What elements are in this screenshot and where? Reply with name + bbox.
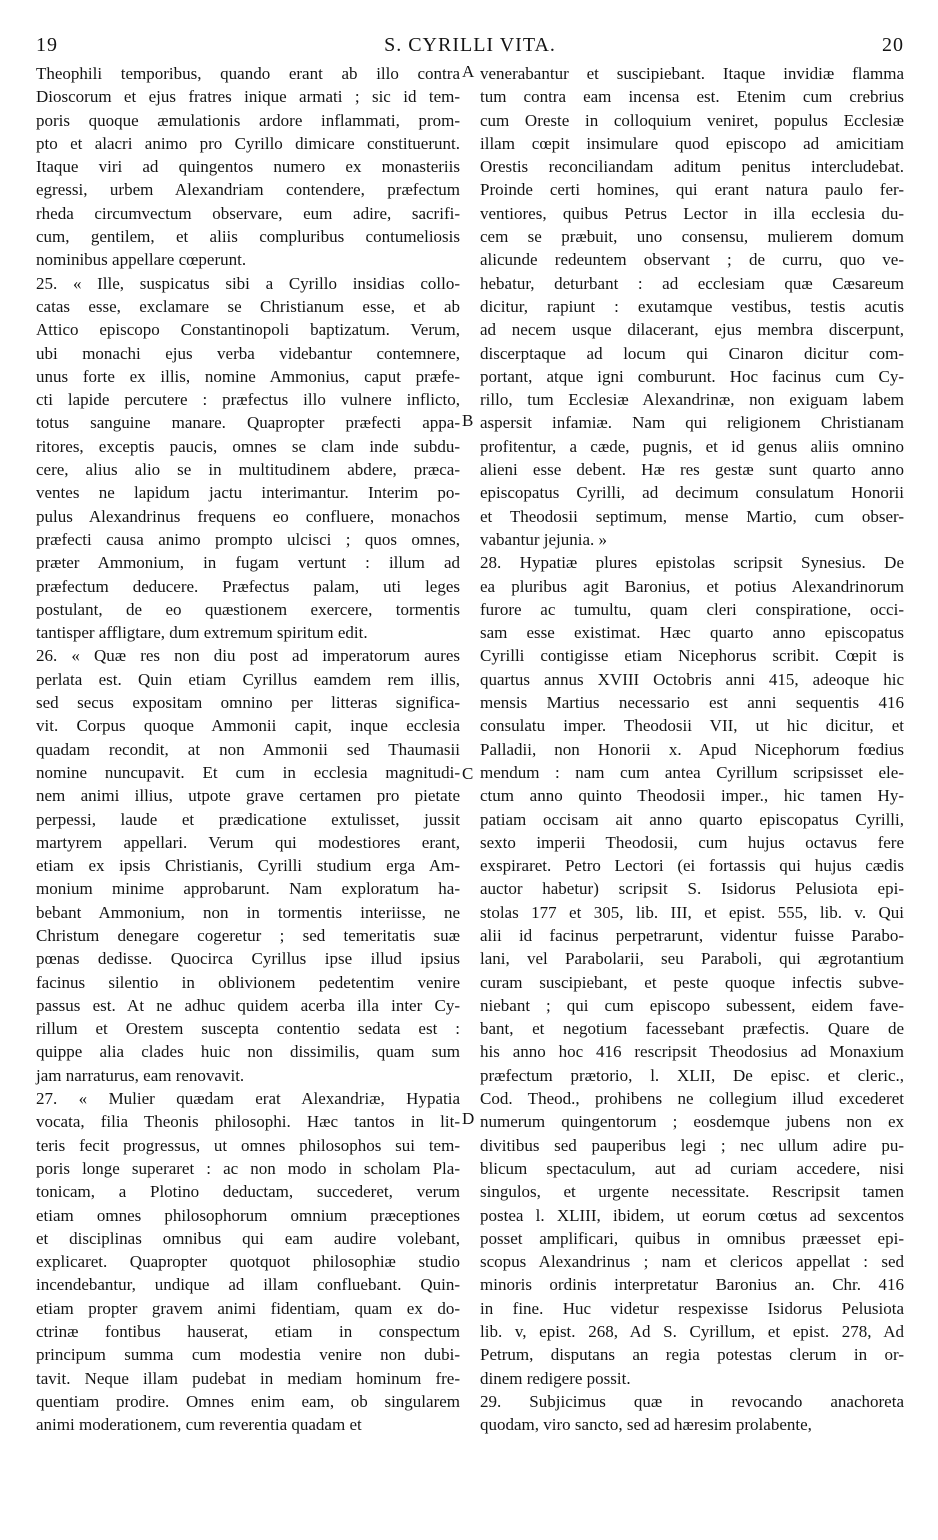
text-line: bebant Ammonium, non in tormentis interiisse, ne [36, 902, 460, 922]
text-line: pto et alacri animo pro Cyrillo dimicare constituerunt. [36, 133, 460, 153]
text-line: nem animi illius, utpote grave certamen pro pietate [36, 786, 460, 806]
text-line: Palladii, non Honorii x. Apud Nicephorum fœdius [480, 739, 904, 759]
text-line: ctrinæ fontibus hauserat, etiam in conspectum [36, 1322, 460, 1342]
text-line: consulatu imper. Theodosii VII, ut hic dicitur, et [480, 716, 904, 736]
text-line: facinus silentio in oblivionem pedetentim venire [36, 972, 460, 992]
text-line: Dioscorum et ejus fratres inique armati ; sic id tem- [36, 87, 460, 107]
left-text-column [36, 62, 460, 1532]
text-line: exspiraret. Petro Lectori (ei fortassis qui hujus cædis [480, 856, 904, 876]
text-line: venerabantur et suscipiebant. Itaque invidiæ flamma [480, 64, 904, 83]
text-line: passus est. At ne adhuc quidem acerba illa inter Cy- [36, 995, 460, 1015]
running-title: S. CYRILLI VITA. [384, 34, 556, 56]
text-line: in fine. Huc videtur respexisse Isidorus Pelusiota [480, 1298, 904, 1318]
text-line: mensis Martius necessario est anni sequentis 416 [480, 693, 904, 713]
text-line: illam cœpit insimulare quod episcopo ad amicitiam [480, 133, 904, 153]
text-line: cere, alius alio se in multitudinem abdere, præca- [36, 460, 460, 480]
margin-letter-a: A [462, 62, 475, 81]
margin-letter-c: C [462, 764, 474, 783]
text-line: tavit. Neque illam pudebat in mediam hominum fre- [36, 1368, 460, 1388]
page-number-right: 20 [882, 34, 904, 56]
text-line: vabantur jejunia. » [480, 529, 607, 549]
text-line: patiam occisam ait anno quarto episcopatus Cyrilli, [480, 809, 904, 829]
text-line: profitentur, a cæde, pugnis, et id genus aliis omnino [480, 436, 904, 456]
text-line: pœnas dedisse. Quocirca Cyrillus ipse illud ipsius [36, 949, 460, 969]
text-line: nominibus appellare cœperunt. [36, 250, 247, 270]
text-line: ventes ne lapidum jactu interimantur. Interim po- [36, 483, 460, 503]
text-line: explicaret. Quapropter quotquot philosophiæ studio [36, 1252, 460, 1272]
text-line: curam suscipiebant, et peste quoque infectis subve- [480, 972, 904, 992]
text-line: rheda circumvectum observare, eum adire, sacrifi- [36, 203, 460, 223]
text-line: Itaque viri ad quingentos numero ex monasteriis [36, 157, 460, 177]
text-line: lani, vel Parabolarii, seu Paraboli, qui ægrotantium [480, 949, 904, 969]
right-text-column [480, 62, 904, 1532]
margin-section-letters [460, 62, 480, 1532]
text-line: egressi, urbem Alexandriam contendere, præfectum [36, 180, 460, 200]
text-line: Attico episcopo Constantinopoli baptizatum. Verum, [36, 320, 460, 340]
text-line: sexto imperii Theodosii, cum hujus octavus fere [480, 832, 904, 852]
text-line: alicunde redeuntem observant ; de curru, quo ve- [480, 250, 904, 270]
text-line: ea pluribus agit Baronius, et potius Alexandrinorum [480, 576, 904, 596]
text-line: Cyrilli contigisse etiam Nicephorus scribit. Cœpit is [480, 646, 904, 666]
text-line: tum contra eam incensa est. Etenim cum crebrius [480, 87, 904, 107]
text-line: etiam ex ipsis Christianis, Cyrilli studium erga Am- [36, 856, 460, 876]
text-line: Proinde certi homines, qui erant natura paulo fer- [480, 180, 904, 200]
text-line: dinem redigere possit. [480, 1368, 631, 1388]
text-line: et Theodosii septimum, mense Martio, cum obser- [480, 506, 904, 526]
text-line: pulus Alexandrinus frequens eo confluere, monachos [36, 506, 460, 526]
text-line: postea l. XLIII, ibidem, ut eorum cœtus ad sexcentos [480, 1205, 904, 1225]
text-line: episcopatus Cyrilli, ad decimum consulatum Honorii [480, 483, 904, 503]
text-line: præfecti causa animo prompto ulcisci ; quos omnes, [36, 529, 460, 549]
text-line: principum summa cum modestia venire non dubi- [36, 1345, 460, 1365]
text-line: hebatur, deturbant : ad ecclesiam quæ Cæsareum [480, 273, 904, 293]
text-line: vocata, filia Theonis philosophi. Hæc tantos in lit- [36, 1112, 460, 1132]
text-line: rillo, tum Ecclesiæ Alexandrinæ, non exiguam labem [480, 390, 904, 410]
page-number-left: 19 [36, 34, 58, 56]
text-line: præter Ammonium, in fugam vertunt : illum ad [36, 553, 460, 573]
text-line: quartus annus XVIII Octobris anni 415, adeoque hic [480, 669, 904, 689]
text-line: ventiores, quibus Petrus Lector in illa ecclesia du- [480, 203, 904, 223]
text-line: unus forte ex illis, nomine Ammonius, caput præfe- [36, 366, 460, 386]
text-line: perpessi, laude et prædicatione extulisset, jussit [36, 809, 460, 829]
text-line: ubi monachi ejus verba videbantur contemnere, [36, 343, 460, 363]
text-line: Orestis reconciliandam aditum penitus intercludebat. [480, 157, 904, 177]
text-line: minoris ordinis interpretatur Baronius an. Chr. 416 [480, 1275, 904, 1295]
text-line: quentiam prodire. Omnes enim eam, ob singularem [36, 1391, 460, 1411]
text-line: scopus Alexandrinus ; nam et clericos appellat : sed [480, 1252, 904, 1272]
text-line: sed secus expositam omnino per litteras significa- [36, 693, 460, 713]
page-header [36, 34, 904, 60]
text-line: stolas 177 et 305, lib. III, et epist. 555, lib. v. Qui [480, 902, 904, 922]
text-line: vit. Corpus quoque Ammonii capit, inque ecclesia [36, 716, 460, 736]
text-line: divitibus sed pauperibus legi ; nec ullum adire pu- [480, 1135, 904, 1155]
text-line: præfectum prætorio, l. XLII, De episc. et cleric., [480, 1065, 904, 1085]
text-line: mendum : nam cum antea Cyrillum scripsisset ele- [480, 762, 904, 782]
text-line: rillum et Orestem suscepta contentio sedata est : [36, 1019, 460, 1039]
text-line: furore ac tumultu, quam cleri conspiratione, occi- [480, 599, 904, 619]
text-line: tonicam, a Plotino deductam, succederet, verum [36, 1182, 460, 1202]
text-line: ritores, exceptis paucis, omnes se clam inde subdu- [36, 436, 460, 456]
text-line: Petrum, disputans an regia potestas clerum in or- [480, 1345, 904, 1365]
text-line: singulos, et urgente necessitate. Rescripsit tamen [480, 1182, 904, 1202]
text-line: cum Oreste in colloquium veniret, populus Ecclesiæ [480, 110, 904, 130]
text-line: nomine nuncupavit. Et cum in ecclesia magnitudi- [36, 762, 460, 782]
text-line: perlata est. Quin etiam Cyrillus eamdem rem illis, [36, 669, 460, 689]
text-line: 29. Subjicimus quæ in revocando anachoreta [480, 1391, 904, 1411]
text-line: 28. Hypatiæ plures epistolas scripsit Synesius. De [480, 553, 904, 573]
text-line: quodam, viro sancto, sed ad hæresim prolabente, [480, 1415, 812, 1435]
text-line: tantisper affligtare, dum extremum spiritum edit. [36, 623, 368, 643]
text-line: monium minime approbarunt. Nam exploratum ha- [36, 879, 460, 899]
text-line: quippe alia clades huic non dissimilis, quam sum [36, 1042, 460, 1062]
text-line: Christum denegare cogeretur ; sed temeritatis suæ [36, 925, 460, 945]
text-line: cem se præbuit, uno consensu, mulierem domum [480, 227, 904, 247]
text-line: cum, gentilem, et aliis compluribus contumeliosis [36, 227, 460, 247]
text-line: his anno hoc 416 rescripsit Theodosius ad Monaxium [480, 1042, 904, 1062]
text-line: sam esse existimat. Hæc quarto anno episcopatus [480, 623, 904, 643]
text-line: martyrem appellari. Verum qui modestiores erant, [36, 832, 460, 852]
text-line: etiam omnes philosophorum omnium præceptiones [36, 1205, 460, 1225]
text-line: etiam propter gravem animi fidentiam, quam ex do- [36, 1298, 460, 1318]
text-line: numerum quingentorum ; eosdemque jubens non ex [480, 1112, 904, 1132]
text-line: teris fecit progressus, ut omnes philosophos sui tem- [36, 1135, 460, 1155]
text-line: auctor habetur) scripsit S. Isidorus Pelusiota epi- [480, 879, 904, 899]
text-line: incendebantur, undique ad illam confluebant. Quin- [36, 1275, 460, 1295]
text-line: blicum spectaculum, aut ad curiam accedere, nisi [480, 1158, 904, 1178]
text-line: et disciplinas omnibus qui eam audire volebant, [36, 1228, 460, 1248]
text-line: alieni esse debent. Hæ res gestæ sunt quarto anno [480, 460, 904, 480]
text-line: catas esse, exclamare se Christianum esse, et ab [36, 296, 460, 316]
text-line: aspersit infamiæ. Nam qui religionem Christianam [480, 413, 904, 433]
text-line: ad necem usque dilacerant, ejus membra discerpunt, [480, 320, 904, 340]
text-line: Theophili temporibus, quando erant ab illo contra [36, 64, 460, 83]
text-line: dicitur, rapiunt : exutamque vestibus, testis acutis [480, 296, 904, 316]
text-line: totus sanguine manare. Quapropter præfecti appa- [36, 413, 460, 433]
margin-letter-d: D [462, 1109, 475, 1128]
text-line: jam narraturus, eam renovavit. [36, 1065, 245, 1085]
text-line: præfectum deducere. Præfectus palam, uti leges [36, 576, 460, 596]
text-line: discerptaque ad locum qui Cinaron dicitur com- [480, 343, 904, 363]
text-line: 25. « Ille, suspicatus sibi a Cyrillo insidias collo- [36, 273, 460, 293]
margin-letter-b: B [462, 411, 474, 430]
text-line: poris quoque æmulationis ardore inflammati, prom- [36, 110, 460, 130]
text-line: animi moderationem, cum reverentia quadam et [36, 1415, 362, 1435]
text-line: lib. v, epist. 268, Ad S. Cyrillum, et epist. 278, Ad [480, 1322, 904, 1342]
text-line: alii id facinus perpetrarunt, videntur fuisse Parabo- [480, 925, 904, 945]
text-line: quadam recondit, at non Ammonii sed Thaumasii [36, 739, 460, 759]
text-line: niebant ; qui cum episcopo subessent, eidem fave- [480, 995, 904, 1015]
text-line: Cod. Theod., prohibens ne collegium illud excederet [480, 1089, 904, 1109]
text-line: portant, atque igni comburunt. Hoc facinus cum Cy- [480, 366, 904, 386]
text-line: bant, et negotium facessebant præfectis. Quare de [480, 1019, 904, 1039]
text-line: ctum anno quinto Theodosii imper., hic tamen Hy- [480, 786, 904, 806]
text-line: 27. « Mulier quædam erat Alexandriæ, Hypatia [36, 1089, 460, 1109]
text-line: poris longe superaret : ac non modo in scholam Pla- [36, 1158, 460, 1178]
text-line: 26. « Quæ res non diu post ad imperatorum aures [36, 646, 460, 666]
text-line: posset amplificari, quibus in omnibus præesset epi- [480, 1228, 904, 1248]
text-line: postulant, de eo quæstionem exercere, tormentis [36, 599, 460, 619]
text-line: cti lapide percutere : præfectus illo vulnere inflicto, [36, 390, 460, 410]
